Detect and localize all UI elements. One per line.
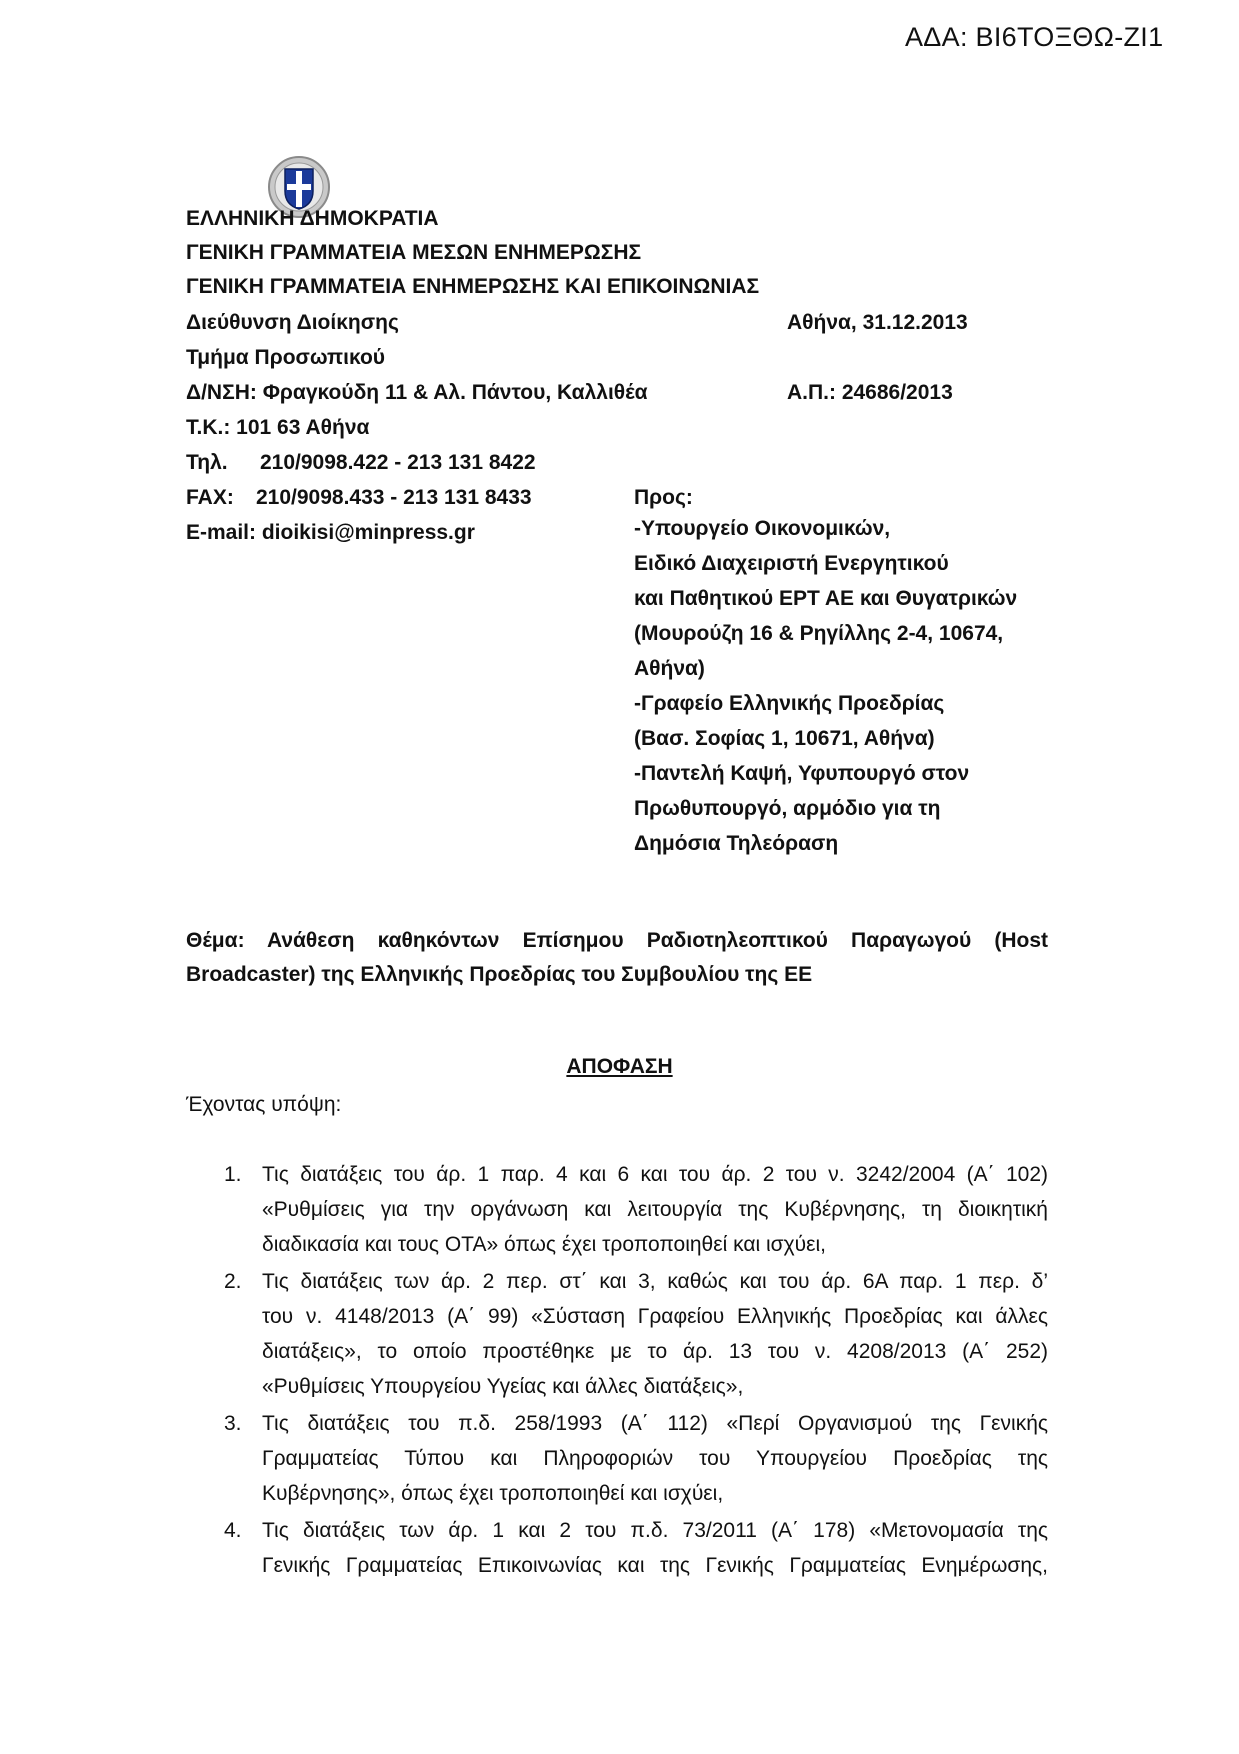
subject-block <box>186 924 1048 992</box>
recipients-label: Προς: <box>634 486 693 509</box>
item-text-line: «Ρυθμίσεις Υπουργείου Υγείας και άλλες διατάξεις», <box>262 1375 744 1398</box>
item-text-line: «Ρυθμίσεις για την οργάνωση και λειτουργία της Κυβέρνησης, τη διοικητική <box>262 1198 1048 1221</box>
item-text-line: του ν. 4148/2013 (Α΄ 99) «Σύσταση Γραφείου Ελληνικής Προεδρίας και άλλες <box>262 1305 1048 1328</box>
item-text-line: Τις διατάξεις των άρ. 2 περ. στ΄ και 3, καθώς και του άρ. 6Α παρ. 1 περ. δ’ <box>262 1270 1048 1293</box>
directorate-label: Διεύθυνση Διοίκησης <box>186 311 399 334</box>
item-text-line: Κυβέρνησης», όπως έχει τροποποιηθεί και ισχύει, <box>262 1482 724 1505</box>
recipient-line: (Βασ. Σοφίας 1, 10671, Αθήνα) <box>634 727 935 750</box>
recipient-line: -Υπουργείο Οικονομικών, <box>634 517 891 540</box>
recipient-line: -Γραφείο Ελληνικής Προεδρίας <box>634 692 945 715</box>
ada-code: ΑΔΑ: ΒΙ6ΤΟΞΘΩ-ΖΙ1 <box>905 22 1164 52</box>
recipient-line: -Παντελή Καψή, Υφυπουργό στον <box>634 762 970 785</box>
item-number: 1. <box>224 1163 242 1186</box>
item-text-line: Τις διατάξεις των άρ. 1 και 2 του π.δ. 73/2011 (Α΄ 178) «Μετονομασία της <box>262 1519 1048 1542</box>
item-text-line: Τις διατάξεις του π.δ. 258/1993 (Α΄ 112) «Περί Οργανισμού της Γενικής <box>262 1412 1048 1435</box>
recipient-line: (Μουρούζη 16 & Ρηγίλλης 2-4, 10674, <box>634 622 1004 645</box>
having-regard-label: Έχοντας υπόψη: <box>186 1093 342 1116</box>
item-number: 3. <box>224 1412 242 1435</box>
department-label: Τμήμα Προσωπικού <box>186 346 386 369</box>
fax-label: FAX: <box>186 486 234 509</box>
phone-label: Τηλ. <box>186 451 228 474</box>
list-item <box>186 1264 1048 1404</box>
phone-number: 210/9098.422 - 213 131 8422 <box>260 451 536 474</box>
considerations-list <box>186 1157 1048 1585</box>
postcode-line: Τ.Κ.: 101 63 Αθήνα <box>186 416 370 439</box>
list-item <box>186 1513 1048 1583</box>
item-text-line: Γραμματείας Τύπου και Πληροφοριών του Υπουργείου Προεδρίας της <box>262 1447 1048 1470</box>
item-text-line: διατάξεις», το οποίο προστέθηκε με το άρ. 13 του ν. 4208/2013 (Α΄ 252) <box>262 1340 1048 1363</box>
item-text-line: Γενικής Γραμματείας Επικοινωνίας και της Γενικής Γραμματείας Ενημέρωσης, <box>262 1554 1048 1577</box>
item-text-line: Τις διατάξεις του άρ. 1 παρ. 4 και 6 και του άρ. 2 του ν. 3242/2004 (Α΄ 102) <box>262 1163 1048 1186</box>
subject-line: Broadcaster) της Ελληνικής Προεδρίας του Συμβουλίου της ΕΕ <box>186 963 813 986</box>
list-item <box>186 1406 1048 1511</box>
subject-line: Θέμα: Ανάθεση καθηκόντων Επίσημου Ραδιοτηλεοπτικού Παραγωγού (Host <box>186 929 1048 952</box>
protocol-number: Α.Π.: 24686/2013 <box>787 381 953 404</box>
secretariat-info-heading: ΓΕΝΙΚΗ ΓΡΑΜΜΑΤΕΙΑ ΕΝΗΜΕΡΩΣΗΣ ΚΑΙ ΕΠΙΚΟΙΝΩΝΙΑΣ <box>186 275 760 298</box>
recipient-line: Ειδικό Διαχειριστή Ενεργητικού <box>634 552 949 575</box>
item-text-line: διαδικασία και τους ΟΤΑ» όπως έχει τροποποιηθεί και ισχύει, <box>262 1233 826 1256</box>
list-item <box>186 1157 1048 1262</box>
recipient-line: Αθήνα) <box>634 657 705 680</box>
recipient-line: και Παθητικού ΕΡΤ ΑΕ και Θυγατρικών <box>634 587 1018 610</box>
secretariat-media-heading: ΓΕΝΙΚΗ ΓΡΑΜΜΑΤΕΙΑ ΜΕΣΩΝ ΕΝΗΜΕΡΩΣΗΣ <box>186 241 642 264</box>
republic-heading: ΕΛΛΗΝΙΚΗ ΔΗΜΟΚΡΑΤΙΑ <box>186 207 439 230</box>
decision-title: ΑΠΟΦΑΣΗ <box>566 1055 673 1078</box>
address-line: Δ/ΝΣΗ: Φραγκούδη 11 & Αλ. Πάντου, Καλλιθέα <box>186 381 648 404</box>
item-number: 2. <box>224 1270 242 1293</box>
email-line: E-mail: dioikisi@minpress.gr <box>186 521 475 544</box>
recipient-line: Πρωθυπουργό, αρμόδιο για τη <box>634 797 941 820</box>
item-number: 4. <box>224 1519 242 1542</box>
fax-number: 210/9098.433 - 213 131 8433 <box>256 486 532 509</box>
recipient-line: Δημόσια Τηλεόραση <box>634 832 839 855</box>
recipients-list <box>634 511 1017 861</box>
document-date: Αθήνα, 31.12.2013 <box>787 311 968 334</box>
